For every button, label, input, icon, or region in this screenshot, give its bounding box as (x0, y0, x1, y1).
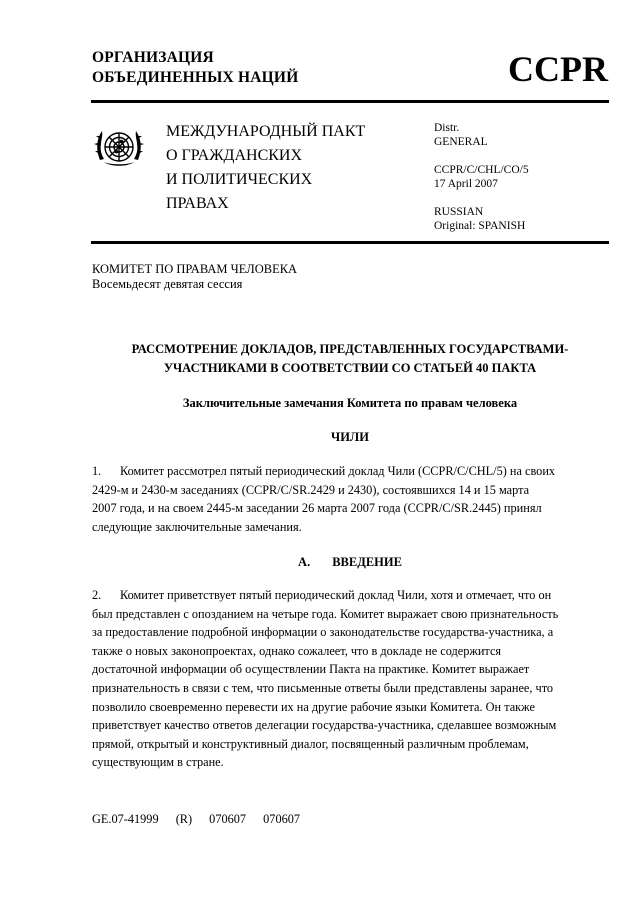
paragraph-line: также о новых законопроектах, однако сожалеет, что в докладе не содержится (92, 643, 502, 658)
org-line-2: ОБЪЕДИНЕННЫХ НАЦИЙ (92, 69, 299, 86)
paragraph-line: 2429-м и 2430-м заседаниях (CCPR/C/SR.2429 и 2430), состоявшихся 14 и 15 марта (92, 482, 530, 497)
organization-name (92, 48, 298, 88)
second-rule (91, 241, 609, 244)
distr-label: Distr. (434, 122, 460, 134)
paragraph-line: за предоставление подробной информации о законодательстве государства-участника, а (92, 625, 554, 640)
doc-symbol: CCPR/C/CHL/CO/5 (434, 164, 529, 176)
document-title (91, 340, 609, 378)
paragraph-line: признательность в связи с тем, что письменные ответы были представлены заранее, что (92, 680, 554, 695)
covenant-line-4: ПРАВАХ (166, 195, 229, 212)
paragraph-2 (92, 586, 610, 772)
doc-original-language: Original: SPANISH (434, 220, 526, 232)
covenant-line-3: И ПОЛИТИЧЕСКИХ (166, 171, 313, 188)
paragraph-number: 1. (92, 464, 102, 478)
top-rule (91, 100, 609, 103)
distr-general: GENERAL (434, 136, 488, 148)
org-line-1: ОРГАНИЗАЦИЯ (92, 49, 214, 66)
footer-date-1: 070607 (209, 812, 247, 826)
covenant-line-2: О ГРАЖДАНСКИХ (166, 147, 303, 164)
job-number: GE.07-41999 (92, 812, 159, 826)
language-code: (R) (175, 812, 193, 826)
covenant-title (166, 120, 365, 216)
committee-name: КОМИТЕТ ПО ПРАВАМ ЧЕЛОВЕКА (92, 262, 298, 276)
paragraph-line: 1. Комитет рассмотрел пятый периодический доклад Чили (CCPR/C/CHL/5) на своих (92, 462, 610, 481)
title-line-1: РАССМОТРЕНИЕ ДОКЛАДОВ, ПРЕДСТАВЛЕННЫХ ГОСУДАРСТВАМИ- (131, 342, 569, 356)
doc-language: RUSSIAN (434, 206, 484, 218)
un-emblem-icon (92, 120, 146, 174)
committee-session: Восемьдесят девятая сессия (92, 277, 243, 291)
footer-job-number (92, 812, 314, 827)
paragraph-line: прямой, открытый и конструктивный диалог, посвященный различным проблемам, (92, 736, 529, 751)
paragraph-line: 2. Комитет приветствует пятый периодический доклад Чили, хотя и отмечает, что он (92, 586, 610, 605)
document-symbol-large: CCPR (508, 49, 608, 89)
covenant-line-1: МЕЖДУНАРОДНЫЙ ПАКТ (166, 123, 366, 140)
paragraph-line: достаточной информации об осуществлении Пакта на практике. Комитет выражает (92, 662, 530, 677)
distribution-block (434, 121, 529, 233)
paragraph-line: был представлен с опозданием на четыре года. Комитет выражает свою признательность (92, 606, 559, 621)
document-subtitle: Заключительные замечания Комитета по правам человека (182, 396, 518, 410)
section-letter: A. (298, 555, 311, 569)
doc-date: 17 April 2007 (434, 178, 498, 190)
title-line-2: УЧАСТНИКАМИ В СООТВЕТСТВИИ СО СТАТЬЕЙ 40 ПАКТА (163, 361, 537, 375)
paragraph-number: 2. (92, 588, 102, 602)
paragraph-line: существующим в стране. (92, 755, 224, 770)
paragraph-line: следующие заключительные замечания. (92, 519, 302, 534)
paragraph-line: 2007 года, и на своем 2445-м заседании 26 марта 2007 года (CCPR/C/SR.2445) принял (92, 501, 542, 516)
paragraph-line: позволило своевременно перевести их на другие рабочие языки Комитета. Он также (92, 699, 535, 714)
paragraph-1 (92, 462, 610, 536)
section-title: ВВЕДЕНИЕ (332, 555, 402, 569)
country-heading: ЧИЛИ (331, 430, 369, 444)
committee-block (92, 262, 297, 292)
paragraph-line: приветствует качество ответов делегации государства-участника, сделавшее возможным (92, 718, 557, 733)
section-heading (91, 553, 609, 572)
footer-date-2: 070607 (263, 812, 301, 826)
